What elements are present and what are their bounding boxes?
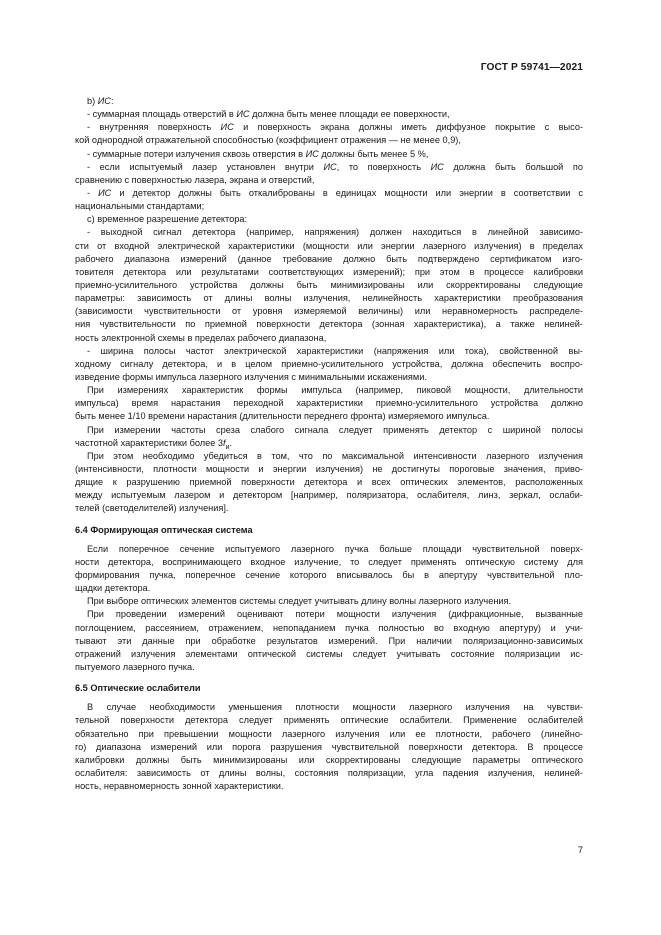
text-line: Если поперечное сечение испытуемого лазерного пучка больше площади чувствительной поверх-	[87, 543, 583, 554]
text-line: b) ИС:	[87, 96, 114, 106]
text-line: ности детектора, воспринимающего входное излучение, то следует применять оптическую систему для	[75, 556, 583, 567]
text-line: изведение формы импульса лазерного излучения с минимальными искажениями.	[75, 371, 427, 382]
text-line: тельной поверхности детектора следует применять оптические ослабители. Применение ослабителей	[75, 715, 583, 726]
text-line: - выходной сигнал детектора (например, напряжения) должен находиться в линейной зависимо-	[87, 227, 583, 238]
text-line: - внутренняя поверхность ИС и поверхность экрана должны иметь диффузное покрытие с высо-	[87, 122, 583, 133]
text-line: импульса) время нарастания переходной характеристики приемно-усилительного устройства должно	[75, 398, 583, 409]
text-line: сравнению с поверхностью лазера, экрана и отверстий,	[75, 174, 315, 185]
main-text-block	[75, 95, 583, 516]
text-line: товителя детектора или результатами соответствующих измерений); при этом в процессе калибровки	[75, 266, 583, 277]
text-line: кой однородной отражательной способностью (коэффициент отражения — не менее 0,9),	[75, 135, 461, 146]
text-line: В случае необходимости уменьшения плотности мощности лазерного излучения на чувстви-	[87, 702, 583, 713]
section-6-4-text	[75, 543, 583, 674]
section-6-5-text	[75, 701, 583, 793]
text-line: - ИС и детектор должны быть откалиброваны в единицах мощности или энергии в соответствии с	[87, 187, 583, 198]
page-body	[75, 95, 583, 793]
text-line: формирования пучка, поперечное сечение которого вписывалось бы в апертуру чувствительной пло-	[75, 569, 583, 580]
text-line: национальными стандартами;	[75, 201, 205, 212]
page-number: 7	[577, 845, 583, 856]
text-line: При измерениях характеристик формы импульса (например, пиковой мощности, длительности	[87, 385, 583, 396]
text-line: поглощением, рассеянием, отражением, непопаданием пучка полностью во входную апертуру) и учи-	[75, 622, 583, 633]
text-line: - суммарные потери излучения сквозь отверстия в ИС должны быть менее 5 %,	[87, 148, 429, 159]
text-line: ность, неравномерность зонной характеристики.	[75, 781, 284, 792]
text-line: обязательно при превышении мощности лазерного излучения или ее плотности, рабочего (линейно-	[75, 728, 583, 739]
document-id-header: ГОСТ Р 59741—2021	[480, 62, 583, 73]
text-line: калибровки должны быть минимизированы или скорректированы следующие параметры оптического	[75, 754, 583, 765]
text-line: приемно-усилительного устройства должны быть минимизированы или скорректированы следующие	[75, 279, 583, 290]
text-line: При выборе оптических элементов системы следует учитывать длину волны лазерного излучения.	[87, 596, 512, 607]
text-line: При проведении измерений оценивают потери мощности излучения (дифракционные, вызванные	[87, 609, 583, 620]
text-line: - если испытуемый лазер установлен внутри ИС, то поверхность ИС должна быть большой по	[87, 161, 583, 172]
text-line: сти от входной электрической характеристики (мощности или энергии лазерного излучения) в пределах	[75, 240, 583, 251]
text-line: пытуемого лазерного пучка.	[75, 661, 195, 672]
text-line: щадки детектора.	[75, 583, 151, 594]
section-6-4-heading: 6.4 Формирующая оптическая система	[75, 524, 253, 535]
text-line: телей (светоделителей) излучения].	[75, 503, 229, 514]
section-6-5-heading: 6.5 Оптические ослабители	[75, 683, 201, 694]
text-line: ходному сигналу детектора, и в целом приемно-усилительного устройства, должна обеспечить воспро-	[75, 358, 583, 369]
text-line: го) диапазона измерений или порога разрушения чувствительной поверхности детектора. В процессе	[75, 741, 583, 752]
text-line: - суммарная площадь отверстий в ИС должна быть менее площади ее поверхности,	[87, 109, 450, 120]
text-line: ния чувствительности по приемной поверхности детектора (зонная характеристика), а также нелиней-	[75, 319, 583, 330]
text-line: между испытуемым лазером и детектором [например, поляризатора, ослабителя, линз, зеркал, ослаби-	[75, 490, 583, 501]
text-line: дящие к разрушению приемной поверхности детектора и всех оптических элементов, расположенных	[75, 477, 583, 488]
text-line: - ширина полосы частот электрической характеристики (напряжения или тока), свойственной вы-	[87, 345, 583, 356]
text-line: При измерении частоты среза слабого сигнала следует применять детектор с шириной полосы	[87, 424, 583, 435]
text-line: с) временное разрешение детектора:	[87, 214, 248, 225]
text-line: отражений излучения элементами оптической системы следует учитывать состояние поляризации ис-	[75, 648, 583, 659]
text-line: параметры: зависимость от длины волны излучения, нелинейность характеристики преобразования	[75, 293, 583, 304]
text-line: частотной характеристики более $3f_и$.	[75, 437, 233, 451]
text-line: ность электронной схемы в пределах рабочего диапазона,	[75, 332, 327, 343]
text-line: рабочего диапазона измерений (данное требование должно быть подтверждено сертификатом изго-	[75, 253, 583, 264]
text-line: быть менее 1/10 времени нарастания (длительности переднего фронта) измеряемого импульса.	[75, 411, 490, 422]
text-line: (зависимости чувствительности от уровня измеряемой величины) или неравномерность распределе-	[75, 306, 583, 317]
text-line: ослабителя: зависимость от длины волны, состояния поляризации, угла падения излучения, нелиней-	[75, 767, 583, 778]
text-line: (интенсивности, плотности мощности и энергии излучения) не достигнуты пороговые значения, приво-	[75, 463, 583, 474]
text-line: При этом необходимо убедиться в том, что по максимальной интенсивности лазерного излучения	[87, 450, 583, 461]
text-line: тывают эти данные при обработке результатов измерений. При наличии поляризационно-зависимых	[75, 635, 583, 646]
